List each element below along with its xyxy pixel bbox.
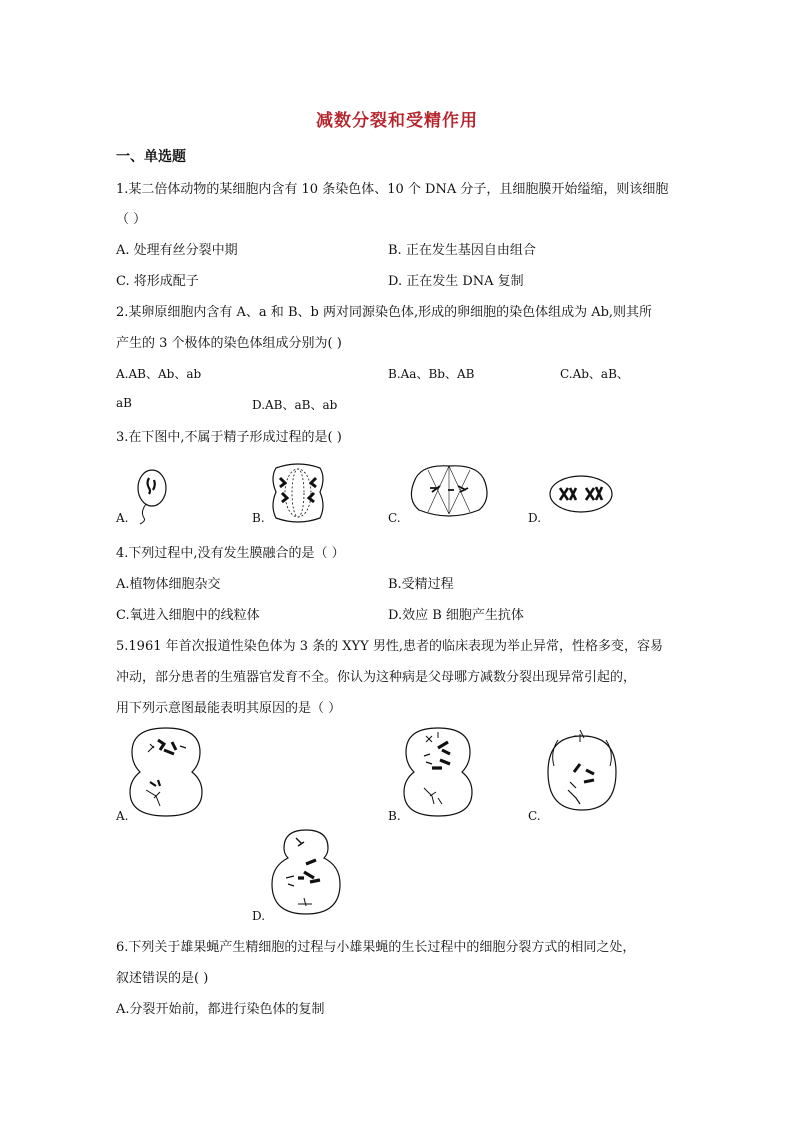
question-1-option-d[interactable]: D. 正在发生 DNA 复制 (388, 274, 524, 289)
question-5-figure-d[interactable] (268, 828, 344, 918)
question-1-stem-line1: 1.某二倍体动物的某细胞内含有 10 条染色体、10 个 DNA 分子，且细胞膜开始缢缩，则该细胞 (116, 182, 669, 197)
question-1-option-b[interactable]: B. 正在发生基因自由组合 (388, 243, 536, 258)
question-2-option-d[interactable]: D.AB、aB、ab (252, 398, 338, 412)
question-4-option-b[interactable]: B.受精过程 (388, 577, 454, 592)
question-3-figure-c[interactable] (408, 462, 490, 520)
question-2-option-c-continued[interactable]: aB (116, 396, 132, 410)
question-5-figure-b[interactable] (402, 726, 474, 818)
question-3-figure-d-label: D. (528, 511, 542, 525)
question-3-figure-a[interactable] (132, 462, 172, 524)
question-6-stem-line2: 叙述错误的是( ) (116, 971, 209, 986)
question-3-figure-d[interactable] (548, 474, 614, 514)
question-6-option-a[interactable]: A.分裂开始前，都进行染色体的复制 (116, 1002, 325, 1017)
question-5-figure-a[interactable] (128, 726, 204, 818)
question-2-stem-line2: 产生的 3 个极体的染色体组成分别为( ) (116, 336, 342, 351)
question-5-figure-d-label: D. (252, 909, 266, 923)
question-2-option-c[interactable]: C.Ab、aB、 (560, 367, 629, 381)
question-3-stem: 3.在下图中,不属于精子形成过程的是( ) (116, 430, 342, 445)
question-1-stem-line2: （ ） (116, 212, 147, 227)
question-2-stem-line1: 2.某卵原细胞内含有 A、a 和 B、b 两对同源染色体,形成的卵细胞的染色体组成为 Ab,则其所 (116, 305, 653, 320)
question-3-figure-a-label: A. (116, 511, 129, 525)
section-heading: 一、单选题 (116, 149, 186, 165)
question-5-stem-line1: 5.1961 年首次报道性染色体为 3 条的 XYY 男性,患者的临床表现为举止异常，性格多变，容易 (116, 639, 663, 654)
question-4-option-d[interactable]: D.效应 B 细胞产生抗体 (388, 608, 524, 623)
question-5-figure-c[interactable] (544, 724, 620, 816)
question-4-option-c[interactable]: C.氧进入细胞中的线粒体 (116, 608, 260, 623)
question-6-stem-line1: 6.下列关于雄果蝇产生精细胞的过程与小雄果蝇的生长过程中的细胞分裂方式的相同之处， (116, 940, 636, 955)
question-4-stem: 4.下列过程中,没有发生膜融合的是（ ） (116, 546, 345, 561)
question-4-option-a[interactable]: A.植物体细胞杂交 (116, 577, 221, 592)
question-1-option-c[interactable]: C. 将形成配子 (116, 274, 199, 289)
question-3-figure-b[interactable] (268, 462, 328, 524)
question-5-figure-a-label: A. (116, 809, 129, 823)
question-2-option-a[interactable]: A.AB、Ab、ab (116, 367, 202, 381)
question-5-figure-b-label: B. (388, 809, 401, 823)
question-5-figure-c-label: C. (528, 809, 541, 823)
question-5-stem-line2: 冲动，部分患者的生殖器官发育不全。你认为这种病是父母哪方减数分裂出现异常引起的， (116, 670, 637, 685)
question-3-figure-c-label: C. (388, 511, 401, 525)
question-1-option-a[interactable]: A. 处理有丝分裂中期 (116, 243, 238, 258)
question-3-figure-b-label: B. (252, 511, 265, 525)
page-title: 减数分裂和受精作用 (316, 111, 478, 131)
question-5-stem-line3: 用下列示意图最能表明其原因的是（ ） (116, 701, 342, 716)
question-2-option-b[interactable]: B.Aa、Bb、AB (388, 367, 475, 381)
